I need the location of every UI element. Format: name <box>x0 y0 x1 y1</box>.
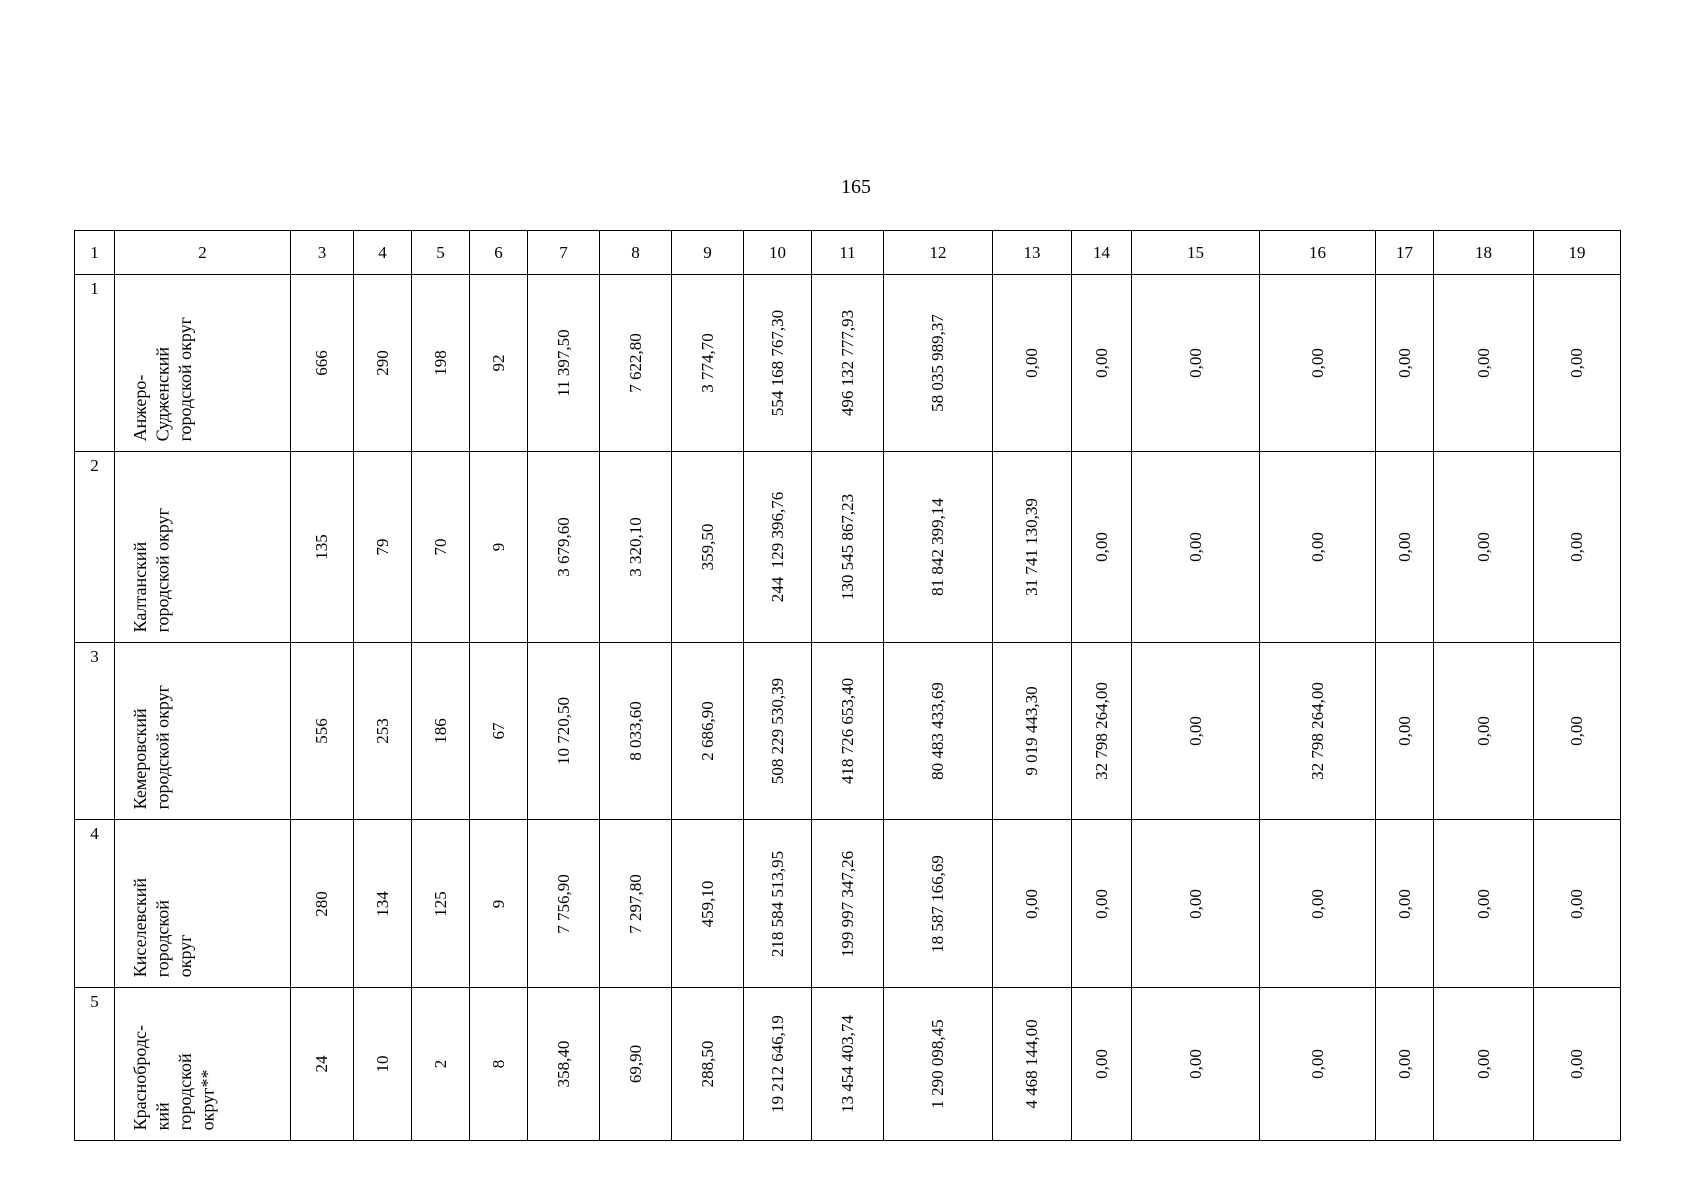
value-cell <box>1072 988 1132 1141</box>
value-cell <box>1434 275 1534 452</box>
municipality-cell <box>115 643 291 820</box>
cell-value: 4 468 144,00 <box>1022 1019 1041 1109</box>
cell-value: 0,00 <box>1022 348 1041 378</box>
cell-value: 92 <box>488 354 508 372</box>
cell-value: 0,00 <box>1091 1049 1111 1079</box>
value-cell <box>993 452 1072 643</box>
value-cell <box>1260 643 1376 820</box>
value-cell <box>291 988 354 1141</box>
cell-value: 0,00 <box>1091 348 1111 378</box>
value-cell <box>812 988 884 1141</box>
cell-value: 0,00 <box>1185 348 1205 378</box>
value-cell <box>354 275 412 452</box>
cell-value: 2 <box>430 1059 450 1069</box>
value-cell <box>744 643 812 820</box>
data-table <box>74 230 1621 1141</box>
value-cell <box>1534 452 1621 643</box>
value-cell <box>354 452 412 643</box>
cell-value: 0,00 <box>1394 348 1414 378</box>
municipality-cell <box>115 452 291 643</box>
value-cell <box>291 275 354 452</box>
cell-value: 0,00 <box>1567 532 1586 562</box>
value-cell <box>412 275 470 452</box>
table-row <box>75 643 1621 820</box>
cell-value: 32 798 264,00 <box>1307 682 1327 780</box>
value-cell <box>1260 988 1376 1141</box>
value-cell <box>470 452 528 643</box>
cell-value: 19 212 646,19 <box>767 1015 787 1113</box>
municipality-cell <box>115 820 291 988</box>
cell-value: 496 132 777,93 <box>837 309 857 417</box>
value-cell <box>1376 452 1434 643</box>
value-cell <box>470 275 528 452</box>
value-cell <box>1534 820 1621 988</box>
row-number: 4 <box>75 820 115 988</box>
row-number: 3 <box>75 643 115 820</box>
cell-value: 8 <box>488 1059 508 1069</box>
cell-value: 1 290 098,45 <box>928 1019 947 1109</box>
cell-value: 0,00 <box>1185 1049 1205 1079</box>
column-header: 1 <box>75 231 115 275</box>
cell-value: 290 <box>372 350 392 376</box>
table-row <box>75 275 1621 452</box>
column-header: 14 <box>1072 231 1132 275</box>
header-row <box>75 231 1621 275</box>
value-cell <box>1132 643 1260 820</box>
value-cell <box>291 452 354 643</box>
value-cell <box>470 820 528 988</box>
cell-value: 0,00 <box>1394 888 1414 919</box>
value-cell <box>412 643 470 820</box>
value-cell <box>1132 275 1260 452</box>
row-number: 1 <box>75 275 115 452</box>
table-row <box>75 988 1621 1141</box>
value-cell <box>1376 820 1434 988</box>
municipality-name: Краснобродс- кий городской округ** <box>130 1024 218 1130</box>
cell-value: 32 798 264,00 <box>1091 682 1111 780</box>
column-header: 11 <box>812 231 884 275</box>
column-header: 17 <box>1376 231 1434 275</box>
cell-value: 186 <box>430 718 450 744</box>
value-cell <box>1376 275 1434 452</box>
page-number: 165 <box>841 176 871 198</box>
cell-value: 9 <box>488 899 508 908</box>
value-cell <box>412 988 470 1141</box>
value-cell <box>884 643 993 820</box>
value-cell <box>1072 820 1132 988</box>
column-header: 8 <box>600 231 672 275</box>
table-row <box>75 820 1621 988</box>
table-body <box>75 275 1621 1141</box>
value-cell <box>993 643 1072 820</box>
municipality-name: Анжеро- Судженский городской округ <box>130 316 195 441</box>
value-cell <box>470 988 528 1141</box>
cell-value: 134 <box>372 890 392 917</box>
value-cell <box>672 820 744 988</box>
cell-value: 80 483 433,69 <box>928 682 947 780</box>
cell-value: 199 997 347,26 <box>837 850 857 957</box>
cell-value: 79 <box>372 538 392 556</box>
value-cell <box>1376 643 1434 820</box>
row-number: 5 <box>75 988 115 1141</box>
value-cell <box>528 452 600 643</box>
cell-value: 0,00 <box>1185 888 1205 919</box>
value-cell <box>1132 452 1260 643</box>
value-cell <box>354 988 412 1141</box>
value-cell <box>744 452 812 643</box>
cell-value: 0,00 <box>1307 348 1327 378</box>
cell-value: 666 <box>312 350 331 376</box>
cell-value: 0,00 <box>1567 888 1586 919</box>
cell-value: 135 <box>312 534 331 560</box>
cell-value: 10 720,50 <box>553 697 573 765</box>
cell-value: 0,00 <box>1473 532 1493 562</box>
value-cell <box>291 643 354 820</box>
cell-value: 508 229 530,39 <box>767 677 787 785</box>
cell-value: 459,10 <box>697 880 717 927</box>
value-cell <box>291 820 354 988</box>
value-cell <box>1072 275 1132 452</box>
column-header: 4 <box>354 231 412 275</box>
cell-value: 3 320,10 <box>625 517 645 577</box>
cell-value: 24 <box>312 1055 331 1073</box>
value-cell <box>1072 452 1132 643</box>
cell-value: 69,90 <box>625 1044 645 1084</box>
municipality-cell <box>115 275 291 452</box>
value-cell <box>672 275 744 452</box>
table-row <box>75 452 1621 643</box>
cell-value: 10 <box>372 1055 392 1073</box>
column-header: 15 <box>1132 231 1260 275</box>
cell-value: 18 587 166,69 <box>928 854 947 953</box>
value-cell <box>884 275 993 452</box>
value-cell <box>1260 820 1376 988</box>
value-cell <box>812 452 884 643</box>
column-header: 5 <box>412 231 470 275</box>
cell-value: 31 741 130,39 <box>1022 498 1041 596</box>
value-cell <box>1260 275 1376 452</box>
cell-value: 2 686,90 <box>697 701 717 761</box>
cell-value: 418 726 653,40 <box>837 677 857 785</box>
cell-value: 7 622,80 <box>625 333 645 393</box>
cell-value: 0,00 <box>1473 888 1493 919</box>
value-cell <box>600 988 672 1141</box>
value-cell <box>672 988 744 1141</box>
value-cell <box>744 275 812 452</box>
cell-value: 0,00 <box>1567 716 1586 746</box>
cell-value: 3 774,70 <box>697 333 717 393</box>
column-header: 2 <box>115 231 291 275</box>
value-cell <box>812 820 884 988</box>
cell-value: 244 129 396,76 <box>767 491 787 603</box>
value-cell <box>744 988 812 1141</box>
cell-value: 0,00 <box>1567 348 1586 378</box>
value-cell <box>1434 988 1534 1141</box>
cell-value: 0,00 <box>1091 888 1111 919</box>
cell-value: 0,00 <box>1394 716 1414 746</box>
cell-value: 554 168 767,30 <box>767 309 787 417</box>
value-cell <box>1534 643 1621 820</box>
cell-value: 70 <box>430 538 450 556</box>
cell-value: 556 <box>312 718 331 744</box>
cell-value: 0,00 <box>1307 532 1327 562</box>
value-cell <box>600 820 672 988</box>
value-cell <box>412 452 470 643</box>
cell-value: 288,50 <box>697 1040 717 1088</box>
cell-value: 0,00 <box>1091 532 1111 562</box>
cell-value: 280 <box>312 890 331 917</box>
column-header: 9 <box>672 231 744 275</box>
value-cell <box>1376 988 1434 1141</box>
cell-value: 9 019 443,30 <box>1022 686 1041 776</box>
column-header: 13 <box>993 231 1072 275</box>
cell-value: 0,00 <box>1307 1049 1327 1079</box>
value-cell <box>600 643 672 820</box>
cell-value: 218 584 513,95 <box>767 850 787 957</box>
value-cell <box>1132 988 1260 1141</box>
value-cell <box>1434 820 1534 988</box>
cell-value: 81 842 399,14 <box>928 498 947 596</box>
value-cell <box>1132 820 1260 988</box>
cell-value: 58 035 989,37 <box>928 314 947 412</box>
value-cell <box>528 820 600 988</box>
cell-value: 13 454 403,74 <box>837 1015 857 1113</box>
municipality-cell <box>115 988 291 1141</box>
cell-value: 3 679,60 <box>553 517 573 577</box>
municipality-name: Калтанский городской округ <box>130 507 173 632</box>
value-cell <box>884 452 993 643</box>
value-cell <box>528 988 600 1141</box>
value-cell <box>354 820 412 988</box>
value-cell <box>672 452 744 643</box>
cell-value: 0,00 <box>1473 1049 1493 1079</box>
value-cell <box>1534 988 1621 1141</box>
cell-value: 0,00 <box>1567 1049 1586 1079</box>
value-cell <box>812 275 884 452</box>
column-header: 3 <box>291 231 354 275</box>
cell-value: 0,00 <box>1473 348 1493 378</box>
cell-value: 11 397,50 <box>553 329 573 397</box>
column-header: 18 <box>1434 231 1534 275</box>
value-cell <box>884 820 993 988</box>
cell-value: 130 545 867,23 <box>837 493 857 601</box>
cell-value: 0,00 <box>1473 716 1493 746</box>
value-cell <box>1260 452 1376 643</box>
column-header: 7 <box>528 231 600 275</box>
value-cell <box>1534 275 1621 452</box>
value-cell <box>993 275 1072 452</box>
column-header: 16 <box>1260 231 1376 275</box>
cell-value: 7 297,80 <box>625 873 645 934</box>
cell-value: 9 <box>488 542 508 552</box>
cell-value: 253 <box>372 718 392 744</box>
value-cell <box>744 820 812 988</box>
cell-value: 359,50 <box>697 523 717 571</box>
value-cell <box>993 820 1072 988</box>
value-cell <box>528 643 600 820</box>
value-cell <box>1434 643 1534 820</box>
value-cell <box>672 643 744 820</box>
column-header: 19 <box>1534 231 1621 275</box>
cell-value: 0,00 <box>1185 716 1205 746</box>
value-cell <box>1434 452 1534 643</box>
cell-value: 8 033,60 <box>625 701 645 761</box>
value-cell <box>412 820 470 988</box>
table-header <box>75 231 1621 275</box>
column-header: 10 <box>744 231 812 275</box>
value-cell <box>600 275 672 452</box>
cell-value: 0,00 <box>1185 532 1205 562</box>
cell-value: 198 <box>430 350 450 376</box>
value-cell <box>884 988 993 1141</box>
municipality-name: Кемеровский городской округ <box>130 684 173 809</box>
value-cell <box>470 643 528 820</box>
value-cell <box>993 988 1072 1141</box>
row-number: 2 <box>75 452 115 643</box>
value-cell <box>600 452 672 643</box>
cell-value: 0,00 <box>1307 888 1327 919</box>
cell-value: 125 <box>430 890 450 917</box>
cell-value: 0,00 <box>1394 1049 1414 1079</box>
value-cell <box>812 643 884 820</box>
column-header: 6 <box>470 231 528 275</box>
value-cell <box>1072 643 1132 820</box>
municipality-name: Киселевский городской округ <box>130 877 195 977</box>
cell-value: 358,40 <box>553 1040 573 1088</box>
value-cell <box>528 275 600 452</box>
cell-value: 0,00 <box>1022 888 1041 919</box>
cell-value: 0,00 <box>1394 532 1414 562</box>
column-header: 12 <box>884 231 993 275</box>
cell-value: 7 756,90 <box>553 873 573 934</box>
cell-value: 67 <box>488 722 508 740</box>
value-cell <box>354 643 412 820</box>
